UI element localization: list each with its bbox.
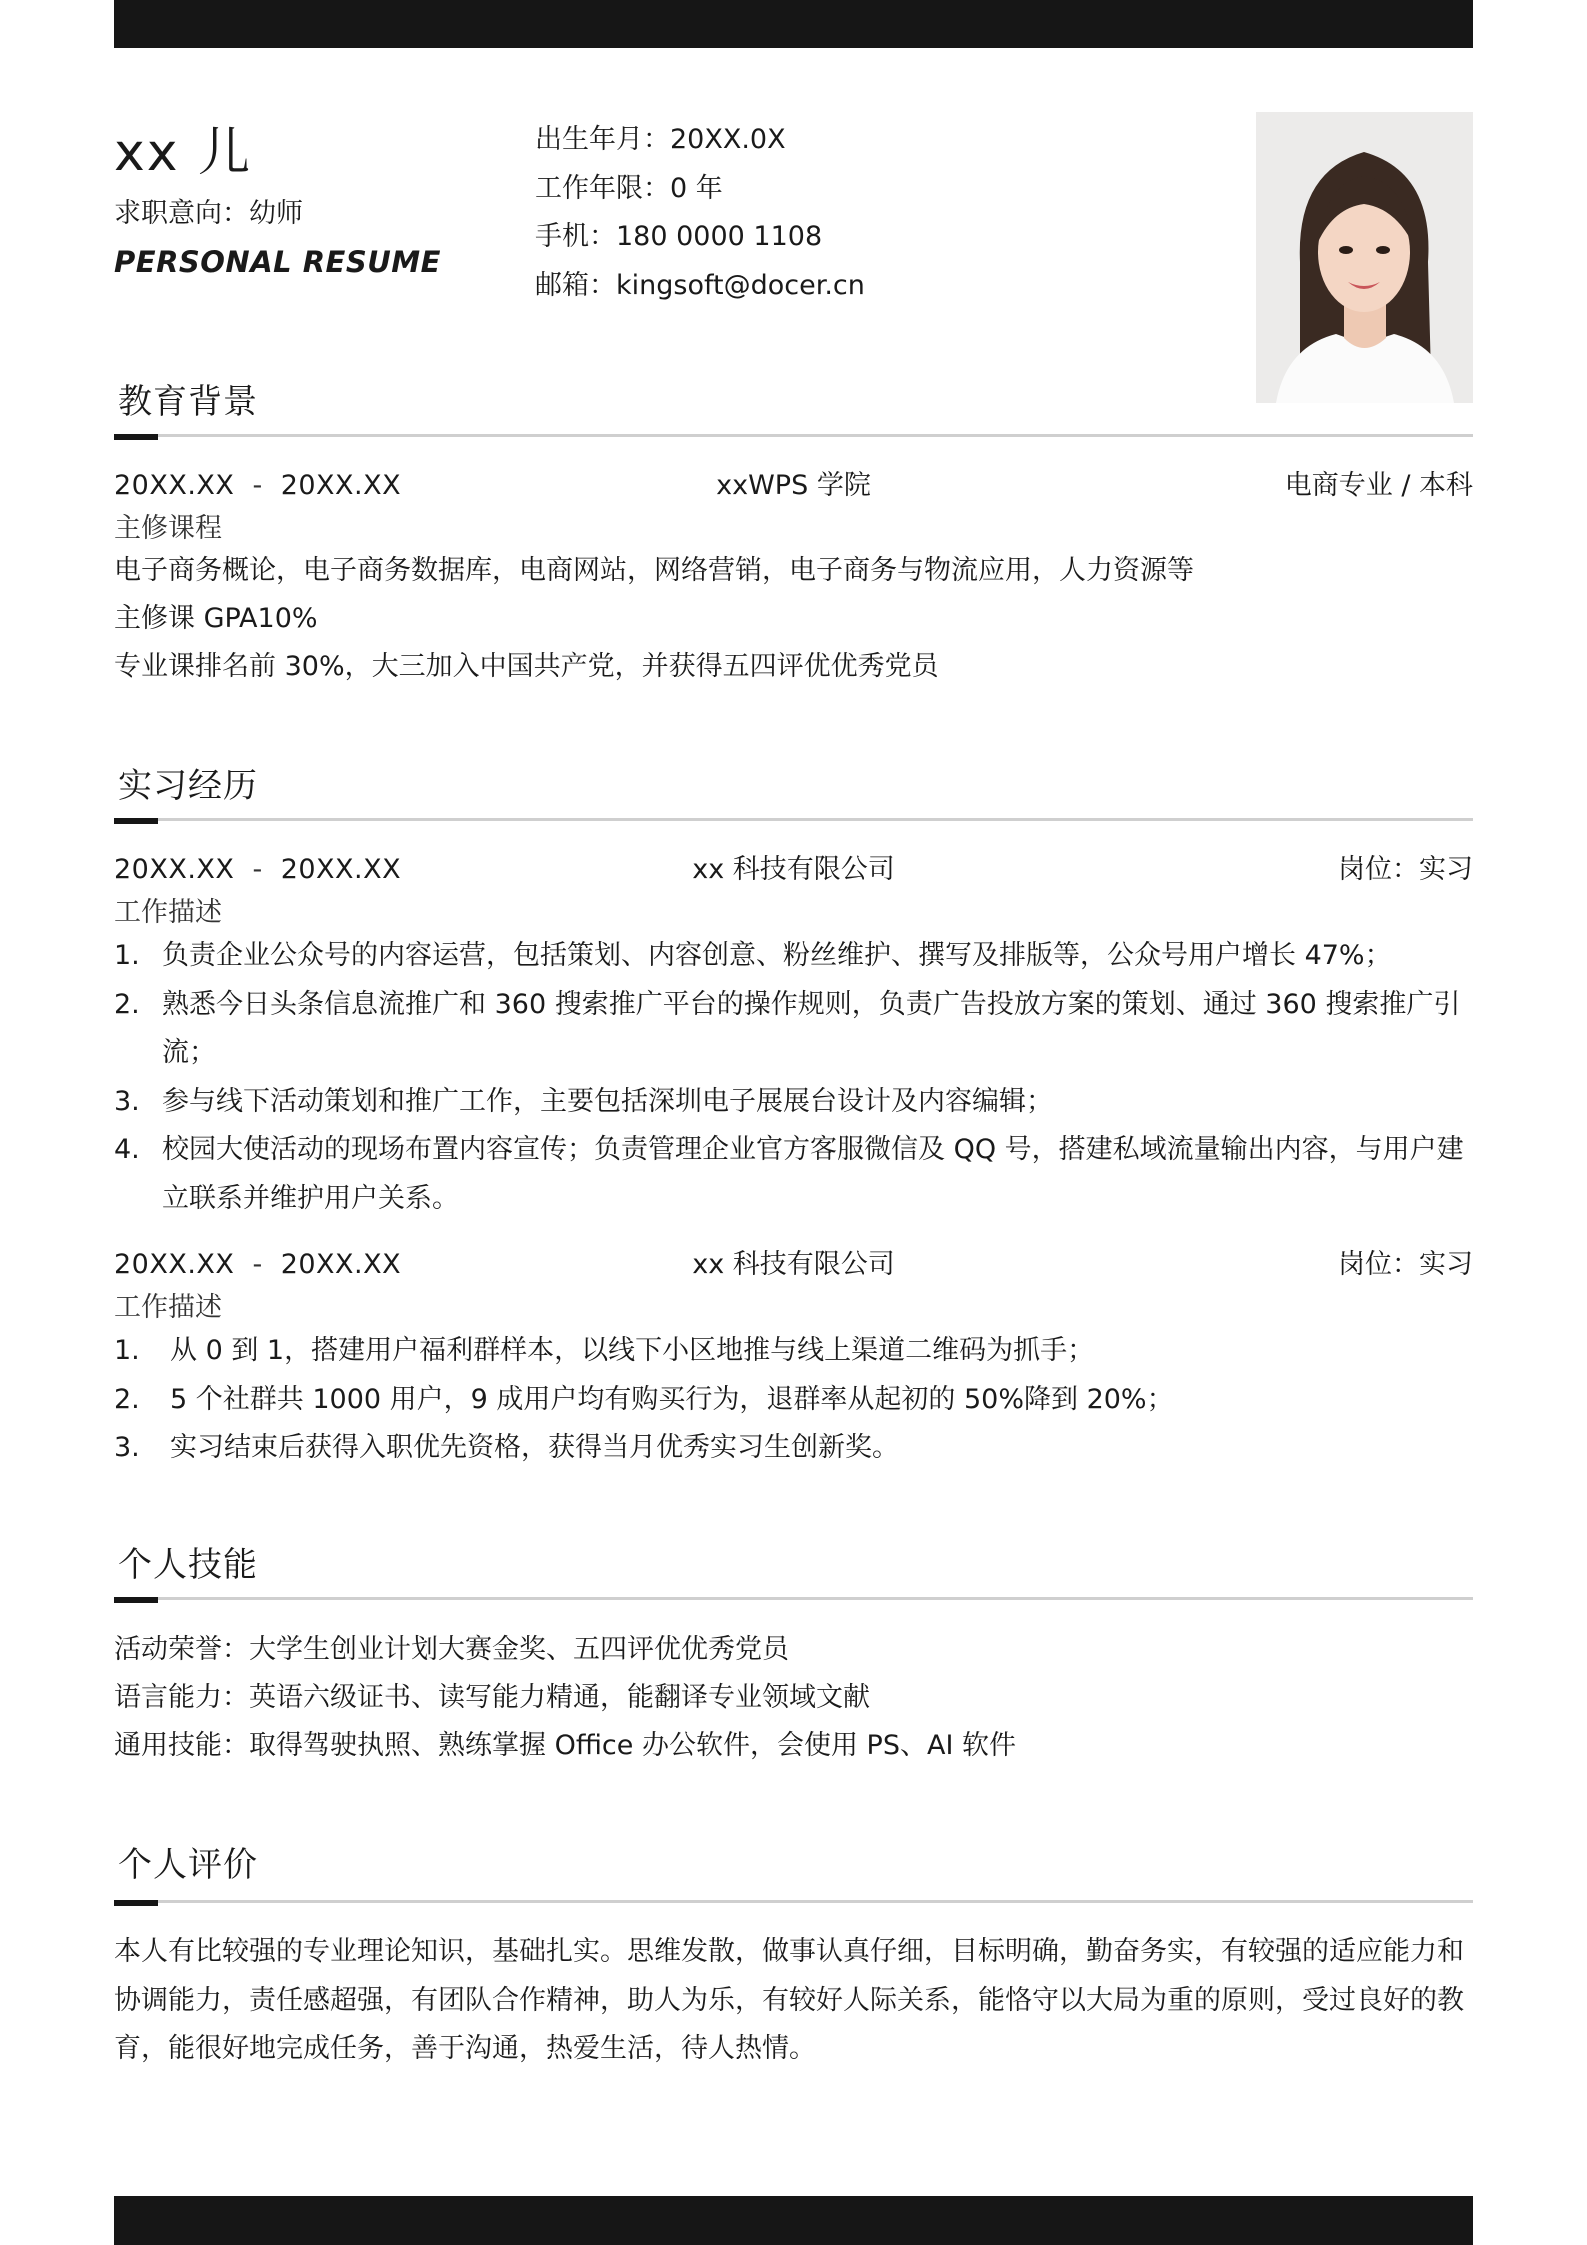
info-phone: 手机：180 0000 1108 (535, 221, 823, 252)
date-separator: - (252, 854, 263, 885)
info-email: 邮箱：kingsoft@docer.cn (535, 269, 865, 301)
section-title-education: 教育背景 (118, 382, 258, 422)
section-rule (114, 434, 1473, 437)
list-item: 3. 实习结束后获得入职优先资格，获得当月优秀实习生创新奖。 (114, 1432, 899, 1463)
section-rule (114, 1900, 1473, 1903)
job-header-row (114, 846, 1473, 894)
company-name: xx 科技有限公司 (692, 1249, 895, 1280)
evaluation-text: 本人有比较强的专业理论知识，基础扎实。思维发散，做事认真仔细，目标明确，勤奋务实，有较强的适应能力和协调能力，责任感超强，有团队合作精神，助人为乐，有较好人际关系，能恪守以大局为重的原则，受过良好的教育，能很好地完成任务，善于沟通，热爱生活，待人热情。 (114, 1936, 1464, 2064)
job-duty-list (114, 1327, 1473, 1473)
date-from: 20XX.XX (114, 1249, 235, 1280)
profile-photo (1256, 112, 1473, 403)
section-rule-accent (114, 818, 158, 824)
info-birth: 出生年月：20XX.0X (535, 124, 786, 155)
personal-info (535, 116, 865, 310)
section-rule-accent (114, 1900, 158, 1906)
section-rule-accent (114, 434, 158, 440)
date-to: 20XX.XX (280, 854, 402, 885)
list-item: 1. 负责企业公众号的内容运营，包括策划、内容创意、粉丝维护、撰写及排版等，公众号用户增长 47%； (114, 940, 1392, 971)
skill-line-language: 语言能力：英语六级证书、读写能力精通，能翻译专业领域文献 (114, 1682, 870, 1713)
skill-line-honors: 活动荣誉：大学生创业计划大赛金奖、五四评优优秀党员 (114, 1634, 789, 1665)
section-title-internship: 实习经历 (118, 766, 258, 806)
company-name: xx 科技有限公司 (692, 854, 895, 885)
date-from: 20XX.XX (114, 854, 235, 885)
major-degree: 电商专业 / 本科 (1284, 470, 1473, 501)
job-desc-label: 工作描述 (114, 1292, 222, 1323)
section-title-evaluation: 个人评价 (118, 1845, 258, 1885)
job-duty-list (114, 932, 1473, 1223)
list-item-text: 校园大使活动的现场布置内容宣传；负责管理企业官方客服微信及 QQ 号，搭建私域流量输出内容，与用户建立联系并维护用户关系。 (162, 1134, 1464, 1214)
section-rule (114, 1597, 1473, 1600)
courses-label: 主修课程 (114, 513, 222, 544)
list-item-text: 实习结束后获得入职优先资格，获得当月优秀实习生创新奖。 (170, 1432, 899, 1463)
education-line-courses: 电子商务概论，电子商务数据库，电商网站，网络营销，电子商务与物流应用，人力资源等 (114, 555, 1194, 586)
job-position: 岗位：实习 (1338, 1249, 1473, 1280)
education-header-row (114, 462, 1473, 510)
education-line-gpa: 主修课 GPA10% (114, 603, 318, 634)
list-item-text: 熟悉今日头条信息流推广和 360 搜索推广平台的操作规则，负责广告投放方案的策划、通过 360 搜索推广引流； (162, 988, 1461, 1068)
list-item-text: 负责企业公众号的内容运营，包括策划、内容创意、粉丝维护、撰写及排版等，公众号用户增长 47%； (162, 940, 1392, 971)
list-item: 2. 熟悉今日头条信息流推广和 360 搜索推广平台的操作规则，负责广告投放方案的策划、通过 360 搜索推广引流； (114, 988, 1461, 1068)
bottom-bar (114, 2196, 1473, 2245)
resume-subtitle: PERSONAL RESUME (114, 245, 441, 279)
section-title-skills: 个人技能 (118, 1545, 258, 1585)
date-to: 20XX.XX (280, 1249, 402, 1280)
job-desc-label: 工作描述 (114, 897, 222, 928)
list-item: 3. 参与线下活动策划和推广工作，主要包括深圳电子展展台设计及内容编辑； (114, 1085, 1053, 1117)
date-separator: - (252, 470, 263, 501)
skill-line-general: 通用技能：取得驾驶执照、熟练掌握 Office 办公软件，会使用 PS、AI 软件 (114, 1730, 1016, 1761)
education-line-rank: 专业课排名前 30%，大三加入中国共产党，并获得五四评优优秀党员 (114, 651, 939, 682)
info-work-years: 工作年限：0 年 (535, 172, 723, 204)
date-separator: - (252, 1249, 263, 1280)
list-item: 4. 校园大使活动的现场布置内容宣传；负责管理企业官方客服微信及 QQ 号，搭建私域流量输出内容，与用户建立联系并维护用户关系。 (114, 1134, 1464, 1214)
list-item: 1. 从 0 到 1，搭建用户福利群样本，以线下小区地推与线上渠道二维码为抓手； (114, 1335, 1095, 1366)
section-rule-accent (114, 1597, 158, 1603)
candidate-name: xx 儿 (114, 123, 253, 183)
list-item: 2. 5 个社群共 1000 用户，9 成用户均有购买行为，退群率从起初的 50%降到 20%； (114, 1383, 1174, 1415)
job-position: 岗位：实习 (1338, 854, 1473, 885)
school-name: xxWPS 学院 (716, 470, 871, 501)
section-rule (114, 818, 1473, 821)
job-intent: 求职意向：幼师 (114, 198, 303, 229)
top-bar (114, 0, 1473, 48)
date-to: 20XX.XX (280, 470, 402, 501)
list-item-text: 5 个社群共 1000 用户，9 成用户均有购买行为，退群率从起初的 50%降到 20%； (170, 1383, 1174, 1415)
date-from: 20XX.XX (114, 470, 235, 501)
job-header-row (114, 1241, 1473, 1289)
list-item-text: 参与线下活动策划和推广工作，主要包括深圳电子展展台设计及内容编辑； (162, 1085, 1053, 1117)
list-item-text: 从 0 到 1，搭建用户福利群样本，以线下小区地推与线上渠道二维码为抓手； (170, 1335, 1095, 1366)
